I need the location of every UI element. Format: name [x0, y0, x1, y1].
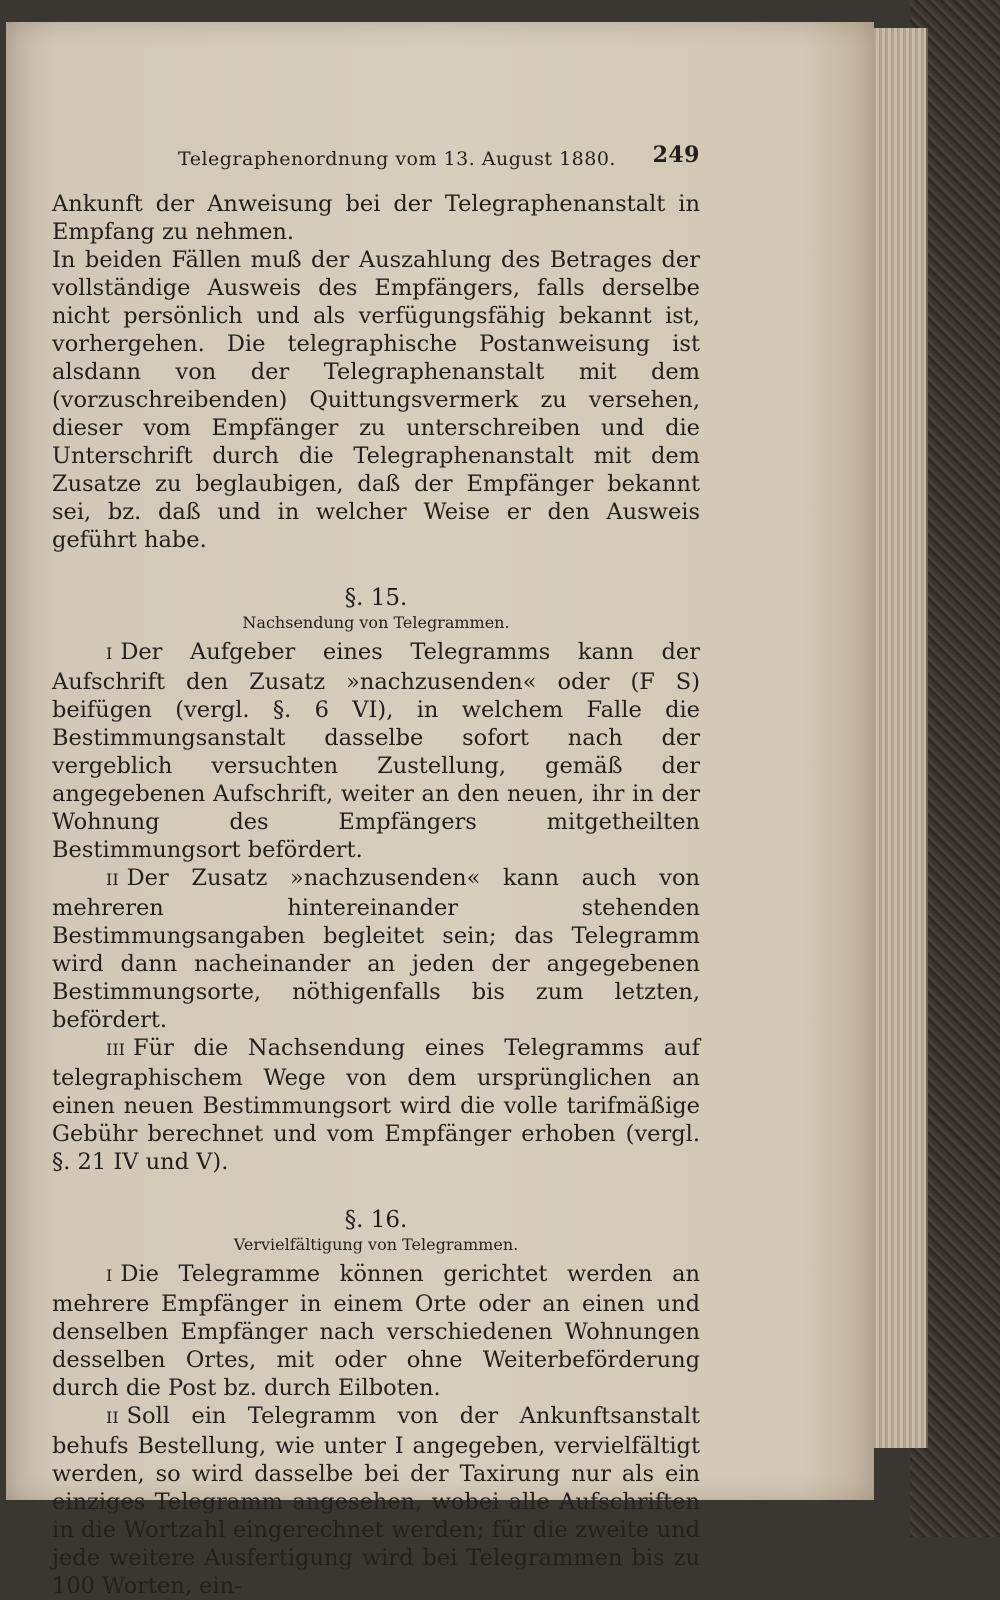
numbered-paragraph [52, 1260, 700, 1402]
paragraph-text: Für die Nachsendung eines Telegramms auf telegraphischem Wege von dem ursprünglichen an einen neuen Bestimmungsort wird die volle tarifmäßige Gebühr berechnet und vom Empfänger erhoben (vergl. §. 21 IV und V). [52, 1035, 700, 1175]
paragraph-text: Der Zusatz »nachzusenden« kann auch von mehreren hintereinander stehenden Bestimmungsangaben begleitet sein; das Telegramm wird dann nacheinander an jeden der angegebenen Bestimmungsorte, nöthigenfalls bis zum letzten, befördert. [52, 865, 700, 1033]
paragraph-number: I [106, 644, 113, 663]
running-header [52, 142, 700, 176]
section-heading-15: §. 15. [344, 585, 408, 611]
page-number: 249 [652, 142, 700, 168]
paragraph-number: III [106, 1040, 125, 1059]
paragraph-text: Soll ein Telegramm von der Ankunftsanstalt behufs Bestellung, wie unter I angegeben, vervielfältigt werden, so wird dasselbe bei der Taxirung nur als ein einziges Telegramm angesehen, wobei alle Aufschriften in die Wortzahl eingerechnet werden; für die zweite und jede weitere Ausfertigung wird bei Telegrammen bis zu 100 Worten, ein- [52, 1403, 700, 1599]
numbered-paragraph [52, 1034, 700, 1176]
page-stack-edge [868, 28, 928, 1448]
paragraph-continuation: Ankunft der Anweisung bei der Telegraphenanstalt in Empfang zu nehmen. [52, 191, 700, 245]
page-body [52, 190, 700, 1600]
numbered-paragraph [52, 638, 700, 864]
paragraph: In beiden Fällen muß der Auszahlung des Betrages der vollständige Ausweis des Empfängers, falls derselbe nicht persönlich und als verfügungsfähig bekannt ist, vorhergehen. Die telegraphische Postanweisung ist alsdann von der Telegraphenanstalt mit dem (vorzuschreibenden) Quittungsvermerk zu versehen, dieser vom Empfänger zu unterschreiben und die Unterschrift durch die Telegraphenanstalt mit dem Zusatze zu beglaubigen, daß der Empfänger bekannt sei, bz. daß und in welcher Weise er den Ausweis geführt habe. [52, 247, 700, 553]
paragraph-number: II [106, 870, 119, 889]
section-subtitle-15: Nachsendung von Telegrammen. [242, 613, 510, 632]
book-page [6, 22, 874, 1599]
section-subtitle-16: Vervielfältigung von Telegrammen. [233, 1235, 519, 1254]
numbered-paragraph [52, 864, 700, 1034]
running-title: Telegraphenordnung vom 13. August 1880. [178, 148, 616, 170]
section-heading-16: §. 16. [344, 1207, 408, 1233]
numbered-paragraph [52, 1402, 700, 1600]
paragraph-number: I [106, 1266, 113, 1285]
paragraph-number: II [106, 1408, 119, 1427]
paragraph-text: Die Telegramme können gerichtet werden an mehrere Empfänger in einem Orte oder an einen und denselben Empfänger nach verschiedenen Wohnungen desselben Ortes, mit oder ohne Weiterbeförderung durch die Post bz. durch Eilboten. [52, 1261, 700, 1401]
paragraph-text: Der Aufgeber eines Telegramms kann der Aufschrift den Zusatz »nachzusenden« oder (F S) beifügen (vergl. §. 6 VI), in welchem Falle die Bestimmungsanstalt dasselbe sofort nach der vergeblich versuchten Zustellung, gemäß der angegebenen Aufschrift, weiter an den neuen, ihr in der Wohnung des Empfängers mitgetheilten Bestimmungsort befördert. [52, 639, 700, 863]
